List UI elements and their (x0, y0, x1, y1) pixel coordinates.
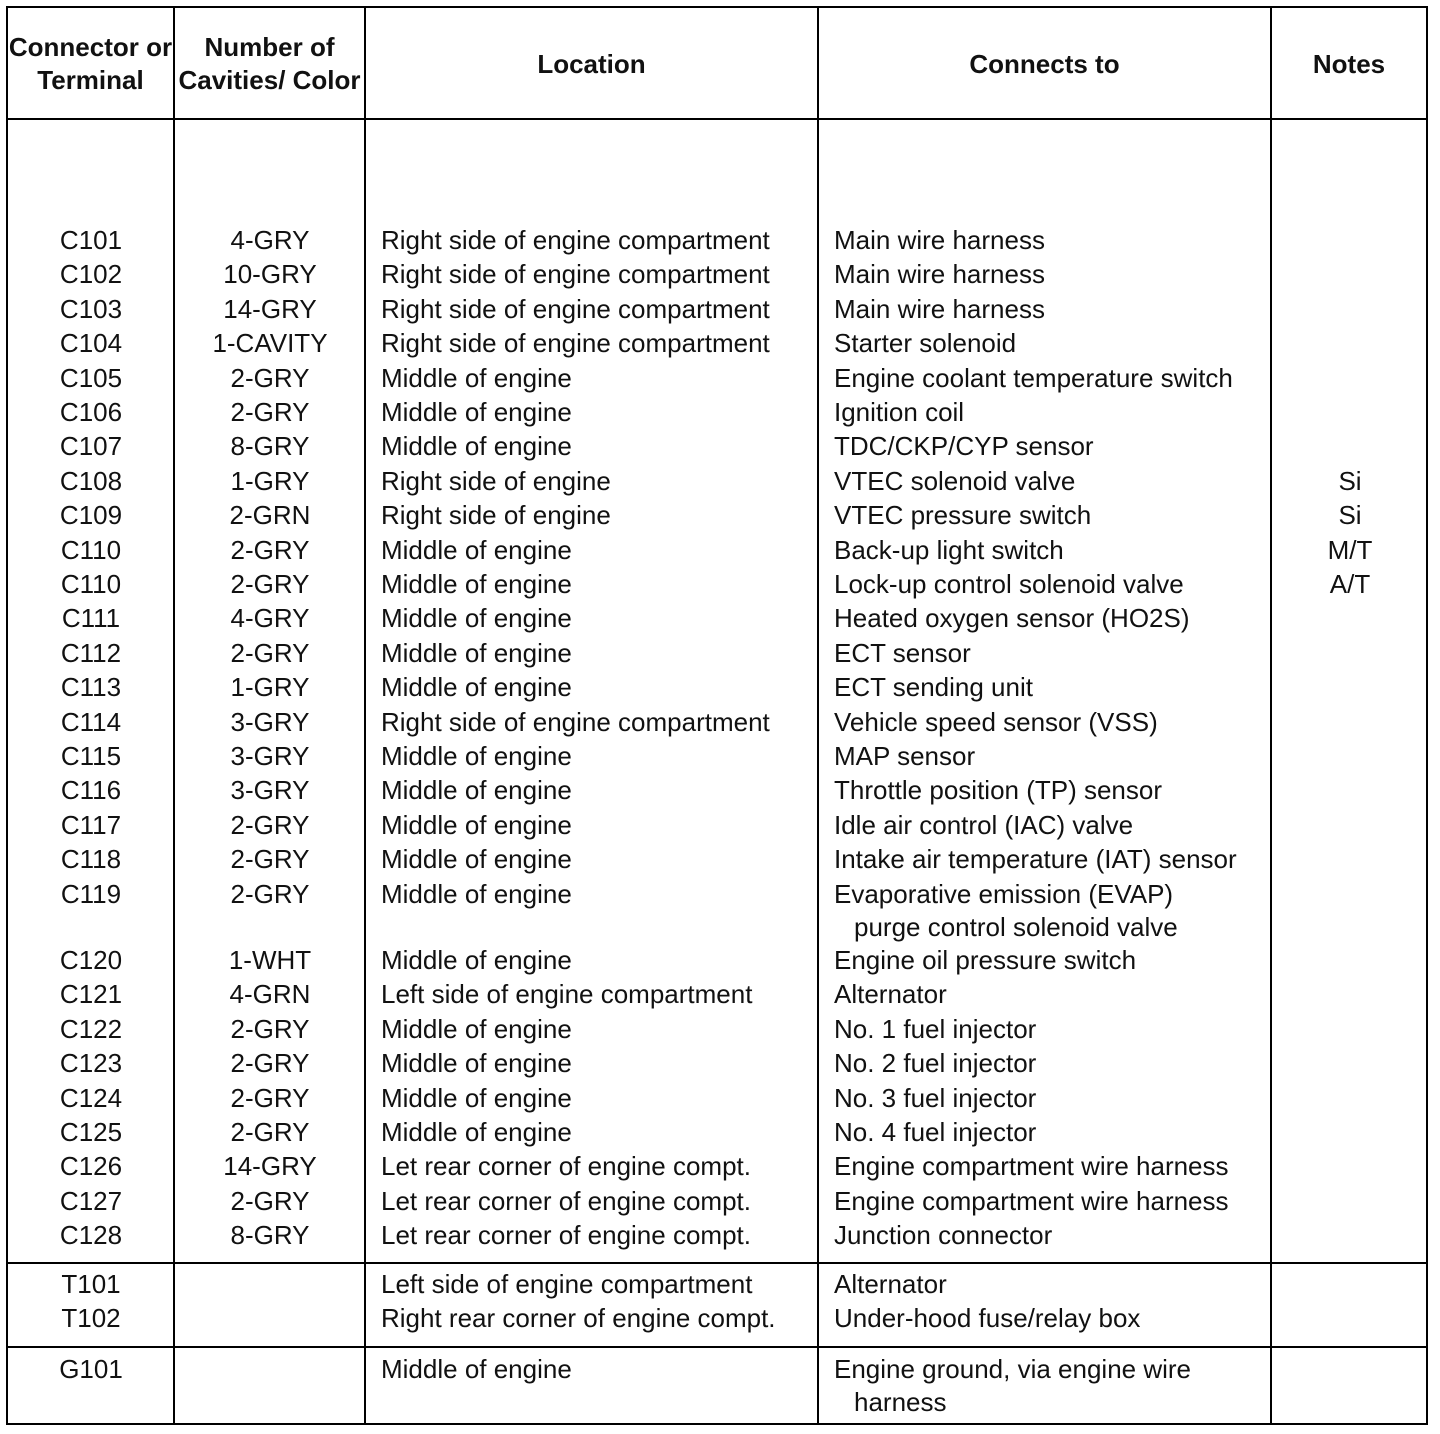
cell-connects-to: Engine oil pressure switch (834, 945, 1137, 975)
cell-location: Middle of engine (381, 945, 572, 975)
table-row (0, 498, 1440, 532)
table-row (0, 1267, 1440, 1301)
cell-connects-to: VTEC pressure switch (834, 500, 1092, 531)
table-row (0, 601, 1440, 635)
cell-connector: C112 (60, 637, 122, 668)
cell-connector: C122 (59, 1013, 123, 1044)
table-row (0, 1352, 1440, 1386)
table-row (0, 670, 1440, 704)
cell-notes: A/T (1329, 569, 1371, 599)
table-row-continuation (0, 1385, 1440, 1419)
table-row (0, 636, 1440, 670)
cell-location: Right rear corner of engine compt. (381, 1303, 776, 1334)
table-row (0, 808, 1440, 842)
header-connects-to: Connects to (969, 48, 1120, 79)
cell-connects-to: Main wire harness (834, 225, 1045, 255)
cell-connector: C116 (60, 775, 122, 806)
header-notes: Notes (1312, 48, 1386, 79)
cell-connects-to: Main wire harness (834, 293, 1045, 324)
cell-cavities: 1-GRY (230, 672, 310, 703)
cell-connector: C119 (60, 878, 122, 909)
header-cavities: Number of Cavities/ Color (178, 32, 361, 95)
cell-connects-to-continuation: purge control solenoid valve (854, 912, 1178, 942)
cell-connects-to: Engine ground, via engine wire (834, 1354, 1192, 1384)
cell-location: Middle of engine (381, 1082, 572, 1113)
cell-connector: T102 (61, 1303, 121, 1334)
cell-cavities: 2-GRY (230, 809, 310, 840)
cell-location: Middle of engine (381, 362, 572, 393)
cell-connects-to: TDC/CKP/CYP sensor (834, 431, 1094, 462)
cell-connects-to: Alternator (834, 1269, 947, 1299)
cell-location: Middle of engine (381, 878, 572, 909)
table-row (0, 1081, 1440, 1115)
table-row (0, 773, 1440, 807)
cell-connects-to: Vehicle speed sensor (VSS) (834, 706, 1158, 737)
table-row (0, 395, 1440, 429)
table-row (0, 1149, 1440, 1183)
cell-connects-to: Back-up light switch (834, 534, 1064, 565)
cell-location: Let rear corner of engine compt. (381, 1151, 751, 1182)
cell-cavities: 14-GRY (223, 1151, 317, 1182)
cell-cavities: 2-GRY (230, 362, 310, 393)
cell-location: Middle of engine (381, 1117, 572, 1147)
table-row (0, 977, 1440, 1011)
cell-connector: C124 (59, 1082, 123, 1113)
cell-cavities: 4-GRN (229, 979, 311, 1010)
cell-connects-to: VTEC solenoid valve (834, 465, 1076, 496)
table-row (0, 292, 1440, 326)
section-divider-grounds (6, 1346, 1428, 1348)
cell-location: Middle of engine (381, 397, 572, 427)
cell-cavities: 2-GRY (230, 397, 310, 427)
cell-connector: C106 (59, 397, 123, 427)
cell-location: Left side of engine compartment (381, 1269, 753, 1299)
cell-connects-to: Under-hood fuse/relay box (834, 1303, 1141, 1334)
cell-location: Middle of engine (381, 741, 572, 771)
table-row (0, 223, 1440, 257)
cell-connects-to-continuation: harness (854, 1387, 947, 1418)
cell-connects-to: Evaporative emission (EVAP) (834, 878, 1174, 909)
cell-cavities: 2-GRY (230, 844, 310, 875)
cell-connector: C108 (59, 465, 123, 496)
cell-connector: C110 (60, 569, 122, 599)
cell-connector: C103 (59, 293, 123, 324)
table-row (0, 429, 1440, 463)
cell-location: Middle of engine (381, 534, 572, 565)
cell-location: Let rear corner of engine compt. (381, 1185, 751, 1216)
cell-connector: C115 (60, 741, 122, 771)
cell-cavities: 3-GRY (230, 741, 310, 771)
cell-cavities: 2-GRY (230, 569, 310, 599)
cell-location: Middle of engine (381, 1048, 572, 1079)
cell-location: Middle of engine (381, 809, 572, 840)
table-row (0, 877, 1440, 911)
cell-cavities: 10-GRY (223, 259, 317, 290)
cell-connector: C117 (60, 809, 122, 840)
cell-location: Middle of engine (381, 1354, 572, 1384)
cell-location: Middle of engine (381, 775, 572, 806)
cell-connects-to: Heated oxygen sensor (HO2S) (834, 603, 1190, 634)
cell-connector: C109 (59, 500, 123, 531)
cell-cavities: 2-GRY (230, 1082, 310, 1113)
table-row (0, 1046, 1440, 1080)
cell-connects-to: Engine coolant temperature switch (834, 362, 1233, 393)
cell-connects-to: ECT sensor (834, 637, 971, 668)
cell-connects-to: No. 3 fuel injector (834, 1082, 1037, 1113)
cell-connects-to: Engine compartment wire harness (834, 1185, 1229, 1216)
cell-cavities: 1-CAVITY (212, 328, 328, 359)
cell-connects-to: Main wire harness (834, 259, 1045, 290)
cell-location: Middle of engine (381, 672, 572, 703)
table-row (0, 464, 1440, 498)
cell-connector: C125 (59, 1117, 123, 1147)
cell-cavities: 3-GRY (230, 775, 310, 806)
cell-location: Middle of engine (381, 569, 572, 599)
cell-connects-to: Lock-up control solenoid valve (834, 569, 1184, 599)
cell-connects-to: Engine compartment wire harness (834, 1151, 1229, 1182)
cell-connector: C107 (59, 431, 123, 462)
cell-notes: Si (1338, 500, 1362, 531)
cell-connector: C104 (59, 328, 123, 359)
cell-location: Right side of engine compartment (381, 293, 770, 324)
table-row (0, 326, 1440, 360)
cell-connector: C118 (60, 844, 122, 875)
cell-cavities: 1-GRY (230, 465, 310, 496)
cell-connects-to: Ignition coil (834, 397, 965, 427)
cell-connects-to: Throttle position (TP) sensor (834, 775, 1163, 806)
cell-location: Middle of engine (381, 431, 572, 462)
section-divider-terminals (6, 1262, 1428, 1264)
cell-cavities: 1-WHT (228, 945, 312, 975)
cell-location: Middle of engine (381, 844, 572, 875)
cell-location: Let rear corner of engine compt. (381, 1220, 751, 1251)
table-row (0, 1012, 1440, 1046)
cell-location: Right side of engine (381, 465, 611, 496)
table-row (0, 257, 1440, 291)
cell-location: Middle of engine (381, 603, 572, 634)
table-row (0, 361, 1440, 395)
cell-connector: C126 (59, 1151, 123, 1182)
cell-cavities: 14-GRY (223, 293, 317, 324)
table-row (0, 533, 1440, 567)
header-connector: Connector or Terminal (8, 32, 173, 95)
cell-cavities: 2-GRY (230, 1117, 310, 1147)
cell-connects-to: MAP sensor (834, 741, 976, 771)
cell-connects-to: Idle air control (IAC) valve (834, 809, 1134, 840)
cell-location: Left side of engine compartment (381, 979, 753, 1010)
table-row (0, 1115, 1440, 1149)
cell-connects-to: Alternator (834, 979, 947, 1010)
cell-cavities: 2-GRY (230, 1185, 310, 1216)
table-row (0, 567, 1440, 601)
cell-connects-to: No. 1 fuel injector (834, 1013, 1037, 1044)
cell-connects-to: No. 2 fuel injector (834, 1048, 1037, 1079)
cell-connector: C111 (61, 603, 121, 634)
cell-notes: M/T (1327, 534, 1373, 565)
cell-cavities: 4-GRY (230, 603, 310, 634)
table-row-continuation (0, 910, 1440, 944)
cell-cavities: 2-GRY (230, 1048, 310, 1079)
table-row (0, 842, 1440, 876)
cell-connector: C102 (59, 259, 123, 290)
cell-cavities: 2-GRY (230, 534, 310, 565)
table-row (0, 1301, 1440, 1335)
cell-cavities: 2-GRY (230, 878, 310, 909)
cell-connects-to: ECT sending unit (834, 672, 1033, 703)
cell-connects-to: Intake air temperature (IAT) sensor (834, 844, 1237, 875)
cell-cavities: 4-GRY (230, 225, 310, 255)
cell-connector: C114 (60, 706, 122, 737)
cell-connects-to: Starter solenoid (834, 328, 1017, 359)
cell-connector: C121 (59, 979, 123, 1010)
cell-connects-to: No. 4 fuel injector (834, 1117, 1037, 1147)
cell-cavities: 2-GRY (230, 637, 310, 668)
table-row (0, 1218, 1440, 1252)
header-location: Location (537, 48, 646, 79)
cell-connector: G101 (59, 1354, 123, 1384)
cell-connector: C127 (59, 1185, 123, 1216)
cell-connector: C120 (59, 945, 123, 975)
cell-connector: T101 (61, 1269, 121, 1299)
cell-cavities: 8-GRY (230, 1220, 310, 1251)
cell-location: Right side of engine (381, 500, 611, 531)
cell-cavities: 2-GRY (230, 1013, 310, 1044)
cell-connector: C113 (60, 672, 122, 703)
cell-connector: C128 (59, 1220, 123, 1251)
cell-cavities: 3-GRY (230, 706, 310, 737)
cell-notes: Si (1338, 465, 1362, 496)
cell-cavities: 2-GRN (229, 500, 311, 531)
cell-location: Middle of engine (381, 1013, 572, 1044)
cell-location: Right side of engine compartment (381, 225, 770, 255)
cell-location: Right side of engine compartment (381, 706, 770, 737)
cell-connector: C110 (60, 534, 122, 565)
cell-location: Middle of engine (381, 637, 572, 668)
cell-connector: C123 (59, 1048, 123, 1079)
cell-location: Right side of engine compartment (381, 328, 770, 359)
cell-connector: C105 (59, 362, 123, 393)
table-row (0, 705, 1440, 739)
table-row (0, 1184, 1440, 1218)
cell-connects-to: Junction connector (834, 1220, 1053, 1251)
table-row (0, 739, 1440, 773)
cell-cavities: 8-GRY (230, 431, 310, 462)
table-row (0, 943, 1440, 977)
cell-location: Right side of engine compartment (381, 259, 770, 290)
cell-connector: C101 (59, 225, 123, 255)
